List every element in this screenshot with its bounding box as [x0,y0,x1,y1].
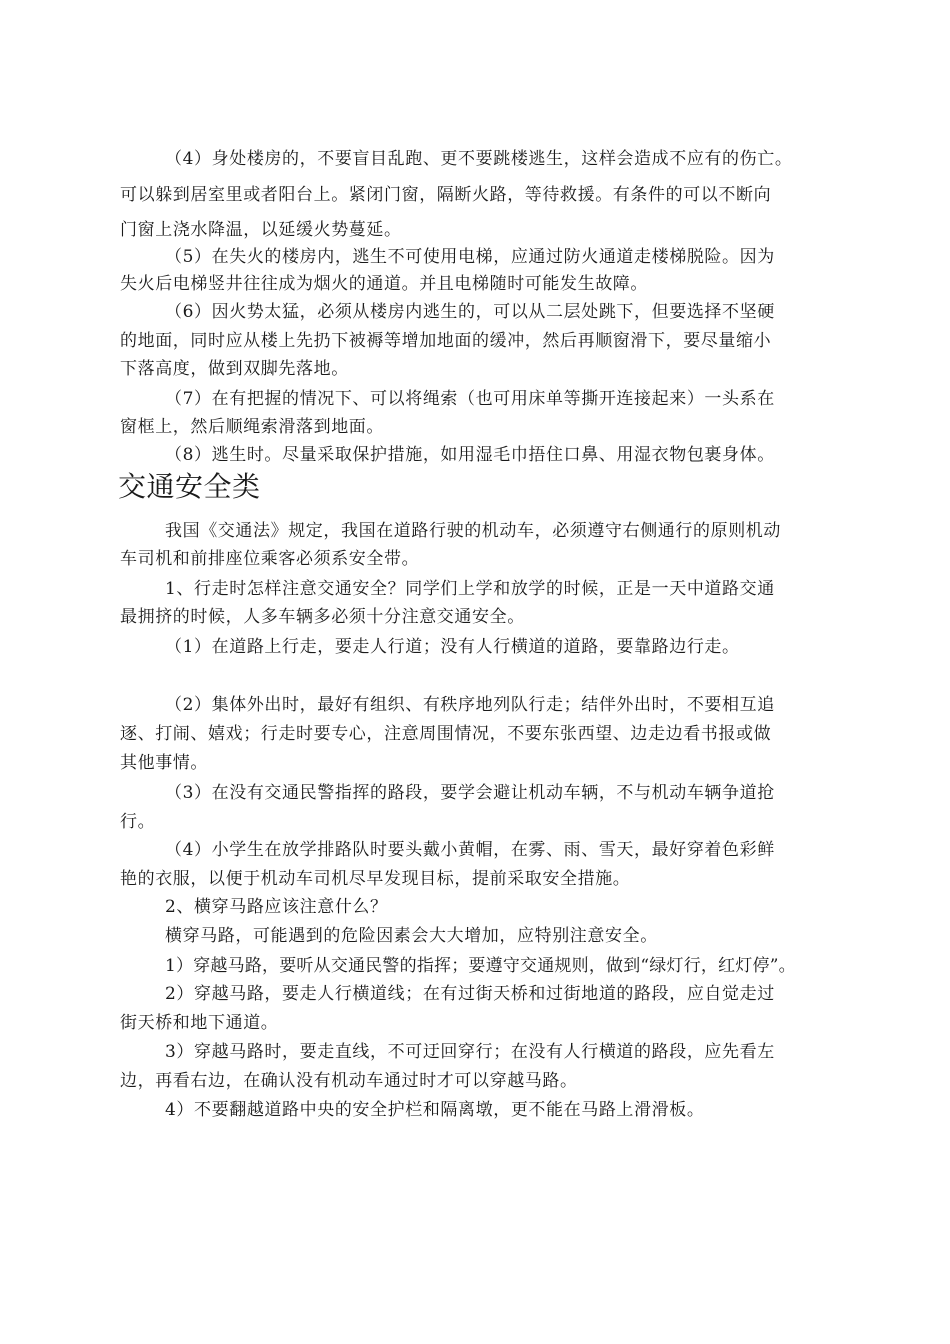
cross-item-3-line-1: 3）穿越马路时，要走直线，不可迂回穿行；在没有人行横道的路段，应先看左 [165,1042,775,1062]
traffic-intro-line-2: 车司机和前排座位乘客必须系安全带。 [120,549,420,569]
cross-item-2-line-1: 2）穿越马路，要走人行横道线；在有过街天桥和过街地道的路段，应自觉走过 [165,984,775,1004]
traffic-question-1-line-2: 最拥挤的时候，人多车辆多必须十分注意交通安全。 [120,607,525,627]
fire-item-8-line-1: （8）逃生时。尽量采取保护措施，如用湿毛巾捂住口鼻、用湿衣物包裹身体。 [165,445,775,465]
fire-item-5-line-1: （5）在失火的楼房内，逃生不可使用电梯，应通过防火通道走楼梯脱险。因为 [165,247,775,267]
cross-item-1-line-1: 1）穿越马路，要听从交通民警的指挥；要遵守交通规则，做到“绿灯行，红灯停”。 [165,956,796,976]
fire-item-7-line-2: 窗框上，然后顺绳索滑落到地面。 [120,417,384,437]
walk-item-2-line-2: 逐、打闹、嬉戏；行走时要专心，注意周围情况，不要东张西望、边走边看书报或做 [120,724,772,744]
walk-item-2-line-1: （2）集体外出时，最好有组织、有秩序地列队行走；结伴外出时，不要相互追 [165,695,775,715]
cross-item-4-line-1: 4）不要翻越道路中央的安全护栏和隔离墩，更不能在马路上滑滑板。 [165,1100,705,1120]
fire-item-6-line-1: （6）因火势太猛，必须从楼房内逃生的，可以从二层处跳下，但要选择不坚硬 [165,302,775,322]
fire-item-4-line-2: 可以躲到居室里或者阳台上。紧闭门窗，隔断火路，等待救援。有条件的可以不断向 [120,185,772,205]
walk-item-4-line-1: （4）小学生在放学排路队时要头戴小黄帽，在雾、雨、雪天，最好穿着色彩鲜 [165,840,775,860]
fire-item-4-line-1: （4）身处楼房的，不要盲目乱跑、更不要跳楼逃生，这样会造成不应有的伤亡。 [165,149,793,169]
fire-item-6-line-3: 下落高度，做到双脚先落地。 [120,359,349,379]
traffic-question-1-line-1: 1、行走时怎样注意交通安全？同学们上学和放学的时候，正是一天中道路交通 [165,579,775,599]
walk-item-1-line-1: （1）在道路上行走，要走人行道；没有人行横道的道路，要靠路边行走。 [165,637,740,657]
section-heading-traffic: 交通安全类 [118,470,261,503]
walk-item-4-line-2: 艳的衣服，以便于机动车司机尽早发现目标，提前采取安全措施。 [120,869,631,889]
cross-item-2-line-2: 街天桥和地下通道。 [120,1013,279,1033]
cross-item-3-line-2: 边，再看右边，在确认没有机动车通过时才可以穿越马路。 [120,1071,578,1091]
traffic-intro-line-1: 我国《交通法》规定，我国在道路行驶的机动车，必须遵守右侧通行的原则机动 [165,521,781,541]
fire-item-4-line-3: 门窗上浇水降温，以延缓火势蔓延。 [120,220,402,240]
traffic-question-2-intro: 横穿马路，可能遇到的危险因素会大大增加，应特别注意安全。 [165,926,658,946]
fire-item-5-line-2: 失火后电梯竖井往往成为烟火的通道。并且电梯随时可能发生故障。 [120,274,648,294]
walk-item-3-line-2: 行。 [120,812,156,832]
fire-item-7-line-1: （7）在有把握的情况下、可以将绳索（也可用床单等撕开连接起来）一头系在 [165,389,775,409]
walk-item-2-line-3: 其他事情。 [120,753,208,773]
traffic-question-2: 2、横穿马路应该注意什么？ [165,897,388,917]
fire-item-6-line-2: 的地面，同时应从楼上先扔下被褥等增加地面的缓冲，然后再顺窗滑下，要尽量缩小 [120,331,772,351]
walk-item-3-line-1: （3）在没有交通民警指挥的路段，要学会避让机动车辆，不与机动车辆争道抢 [165,783,775,803]
